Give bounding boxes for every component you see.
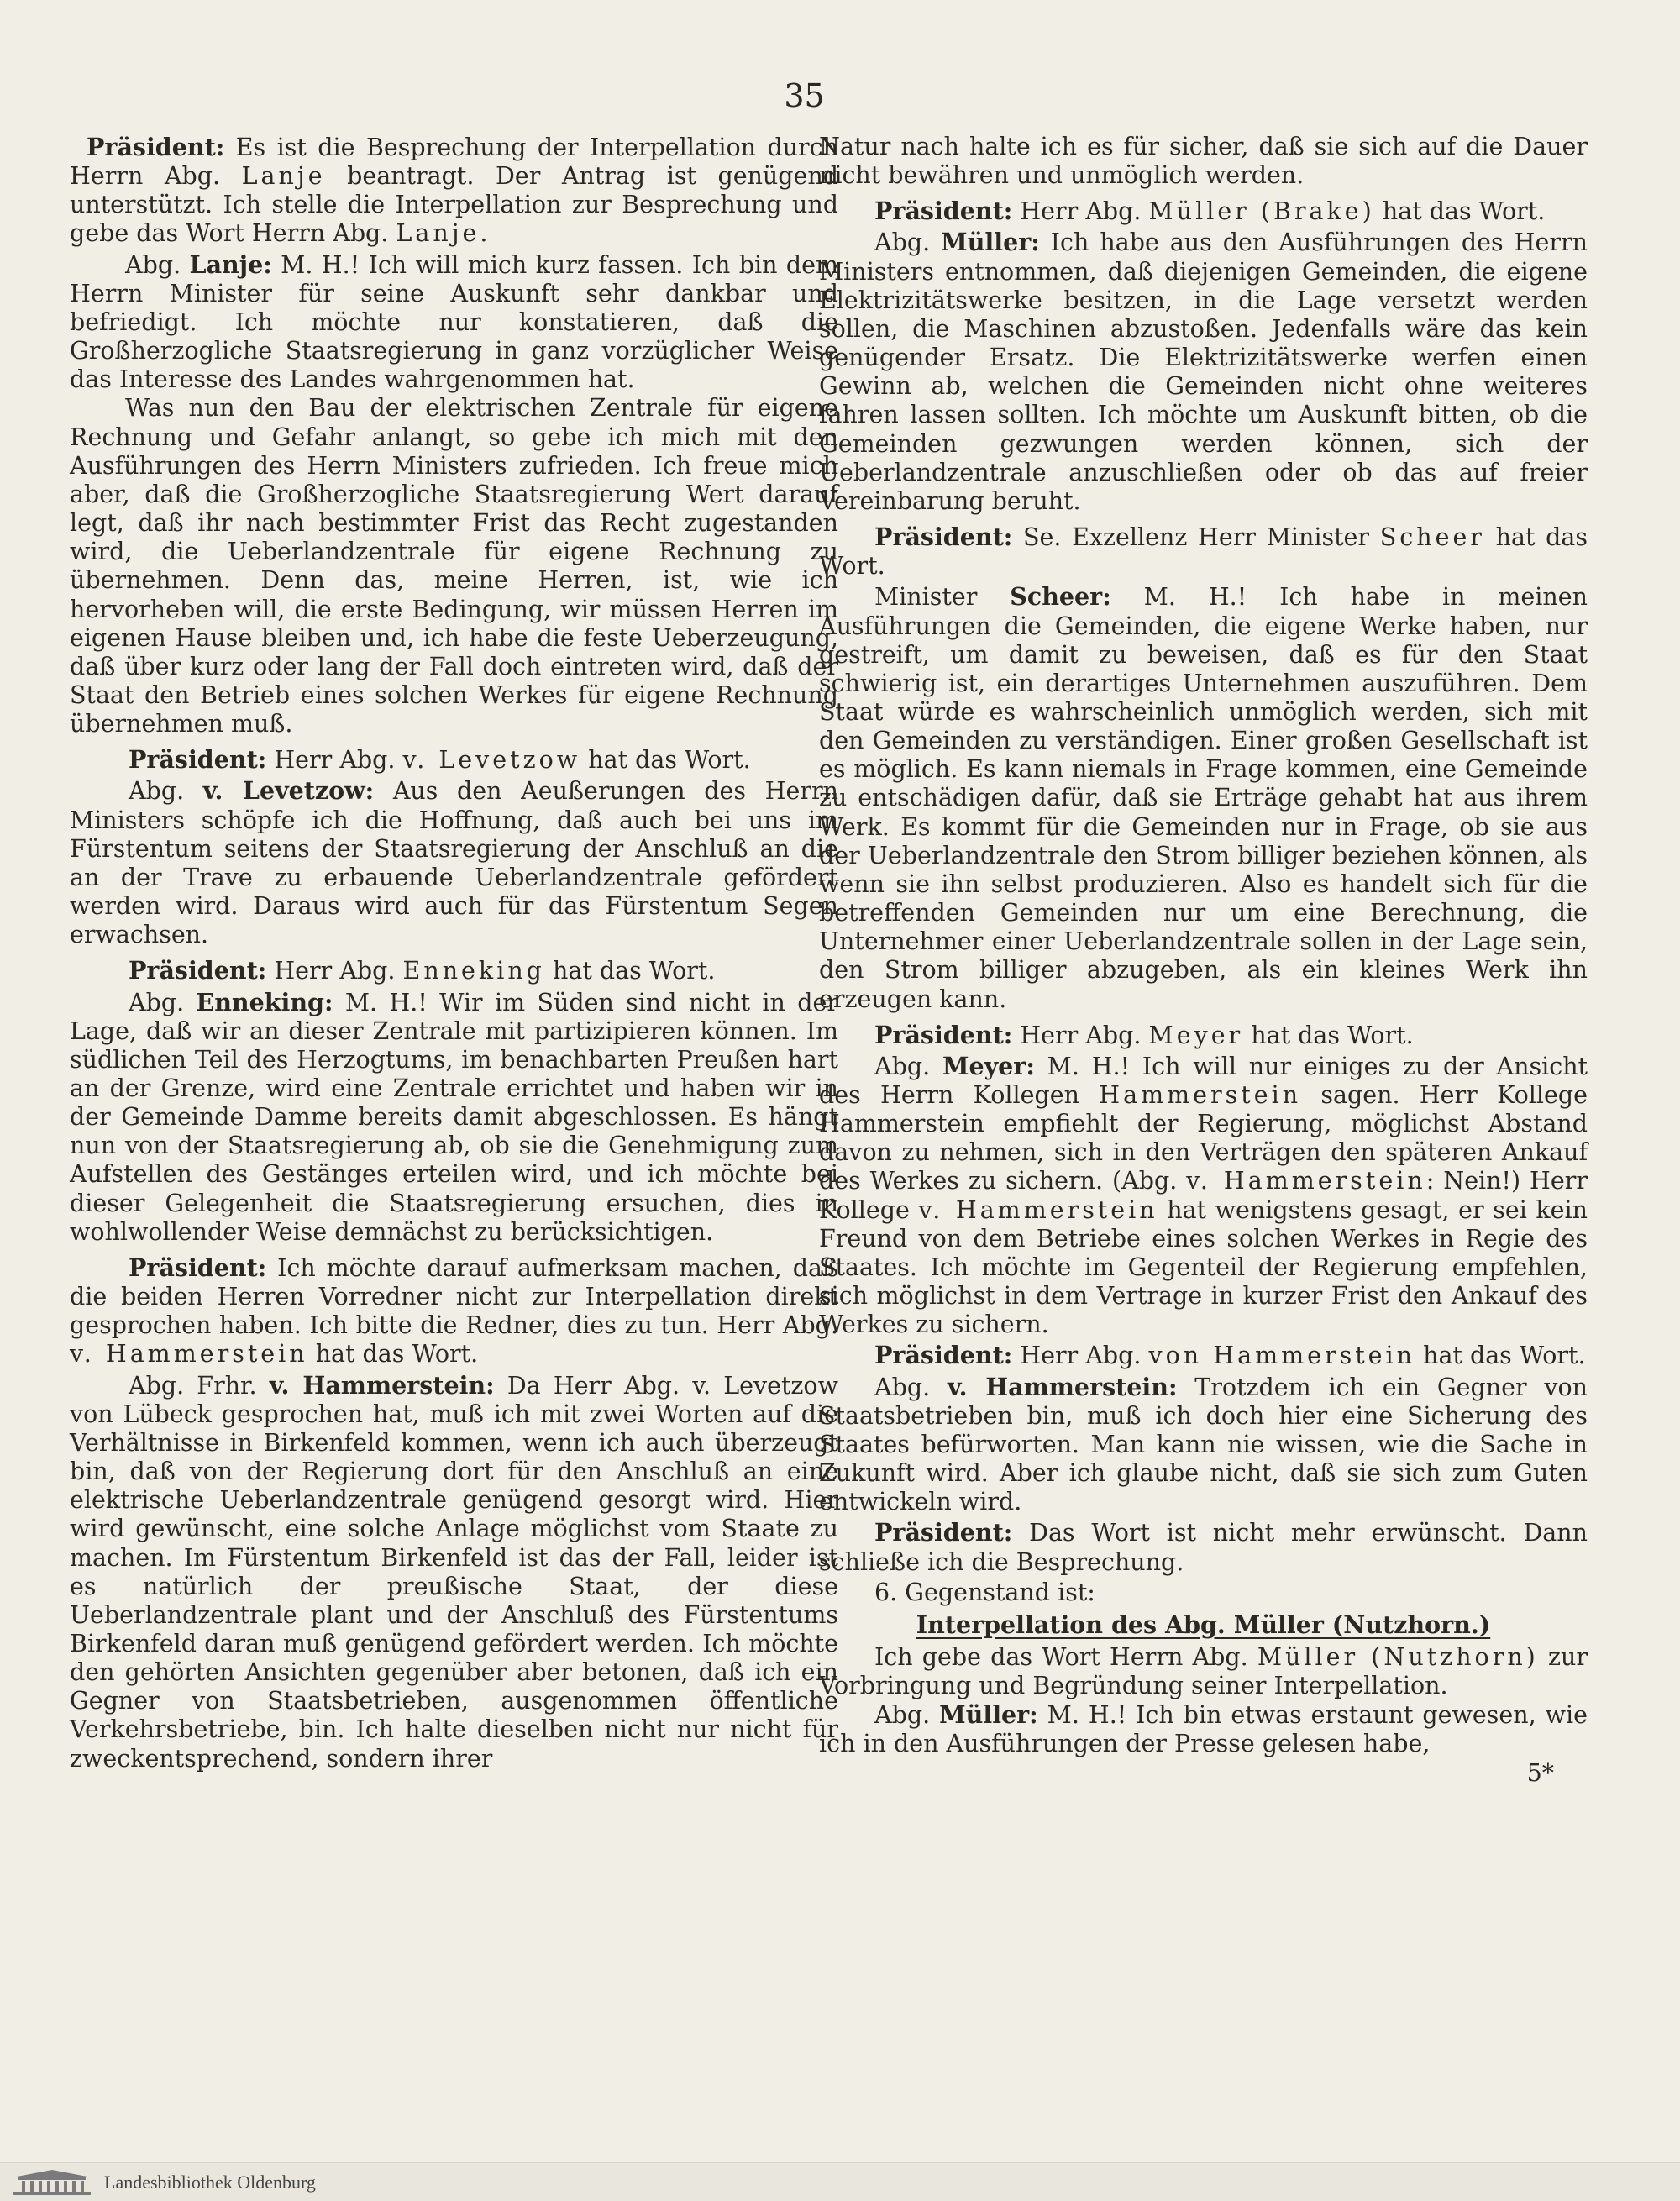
text-run: hat das Wort.: [1243, 1021, 1414, 1049]
text-run: Aus den Aeußerungen des Herrn Ministers schöpfe ich die Hoffnung, daß auch bei uns im Fürstentum seitens der Staatsregierung der Anschluß an die an der Trave zu erbauende Ueberlandzentrale gefördert werden wird. Daraus wird auch für das Fürstentum Segen erwachsen.: [70, 777, 838, 949]
speaker-praesident: Präsident:: [129, 956, 267, 985]
text-run: Abg.: [874, 1052, 942, 1080]
speaker-praesident: Präsident:: [874, 1020, 1013, 1049]
speaker-scheer: Scheer:: [1010, 582, 1111, 612]
text-run: Trotzdem ich ein Gegner von Staatsbetrieben bin, muß ich doch hier eine Sicherung des Staates befürworten. Man kann nie wissen, wie die Sache in Zukunft wird. Aber ich glaube nicht, daß sie sich zum Guten entwickeln wird.: [819, 1373, 1588, 1516]
text-run: Minister: [874, 583, 1011, 612]
text-run: Abg.: [125, 250, 190, 279]
speaker-praesident: Präsident:: [874, 523, 1013, 552]
text-run: M. H.! Ich habe in meinen Ausführungen die Gemeinden, die eigene Werke haben, nur gestreift, um damit zu beweisen, daß es für den Staat schwierig ist, ein derartiges Unternehmen auszuführen. Dem Staat würde es wahrscheinlich unmöglich werden, sich mit den Gemeinden zu verständigen. Einer großen Gesellschaft ist es möglich. Es kann niemals in Frage kommen, eine Gemeinde zu entschädigen dafür, daß sie Erträge gehabt hat aus ihrem Werk. Es kommt für die Gemeinden nur in Frage, ob sie aus der Ueberlandzentrale den Strom billiger beziehen können, als wenn sie ihn selbst produzieren. Also es handelt sich für die betreffenden Gemeinden nur um eine Berechnung, die Unternehmer einer Ueberlandzentrale sollen in der Lage sein, den Strom billiger abzugeben, als ein kleines Werk ihn erzeugen kann.: [819, 583, 1588, 1013]
name-scheer: Scheer: [1379, 523, 1485, 552]
speaker-hammerstein: v. Hammerstein:: [947, 1372, 1178, 1401]
speaker-mueller: Müller:: [941, 228, 1040, 257]
paragraph-left-5: [70, 776, 838, 949]
paragraph-right-5: [819, 582, 1588, 1013]
text-run: Da Herr Abg. v. Levetzow von Lübeck gesprochen hat, muß ich mit zwei Worten auf die Verhältnisse in Birkenfeld kommen, wenn ich auch überzeugt bin, daß von der Regierung dort für den Anschluß an eine elektrische Ueberlandzentrale genügend gesorgt wird. Hier wird gewünscht, eine solche Anlage möglichst vom Staate zu machen. Im Fürstentum Birkenfeld ist das der Fall, leider ist es natürlich der preußische Staat, der diese Ueberlandzentrale plant und der Anschluß des Fürstentums Birkenfeld daran muß genügend gefördert werden. Ich möchte den gehörten Ansichten gegenüber aber betonen, daß ich ein Gegner von Staatsbetrieben, ausgenommen öffentliche Verkehrsbetriebe, bin. Ich halte dieselben nicht nur nicht für zweckentsprechend, sondern ihrer: [70, 1371, 838, 1773]
text-run: Herr Abg.: [266, 746, 403, 775]
name-hammerstein: Hammerstein: [1099, 1081, 1302, 1109]
paragraph-right-7: [819, 1052, 1588, 1340]
name-lanje: Lanje: [396, 219, 480, 248]
speaker-hammerstein: v. Hammerstein:: [269, 1370, 495, 1400]
text-run: Abg. Frhr.: [129, 1371, 270, 1400]
text-run: M. H.! Ich will mich kurz fassen. Ich bin dem Herrn Minister für seine Auskunft sehr dankbar und befriedigt. Ich möchte nur konstatieren, daß die Großherzogliche Staatsregierung in ganz vorzüglicher Weise das Interesse des Landes wahrgenommen hat.: [70, 250, 838, 394]
speaker-enneking: Enneking:: [196, 987, 333, 1016]
paragraph-right-9: [819, 1373, 1588, 1517]
text-run: Abg.: [129, 988, 197, 1016]
text-run: Das Wort ist nicht mehr erwünscht. Dann schließe ich die Besprechung.: [819, 1519, 1588, 1576]
name-mueller-nutzhorn: Müller (Nutzhorn): [1257, 1642, 1539, 1671]
name-hammerstein: v. Hammerstein: [1186, 1167, 1426, 1195]
paragraph-left-4: [70, 745, 838, 775]
text-run: hat das Wort.: [544, 957, 716, 985]
text-run: M. H.! Ich will nur einiges zu der Ansicht des Herrn Kollegen: [819, 1052, 1588, 1109]
speaker-praesident: Präsident:: [129, 745, 267, 775]
interpellation-heading: [819, 1610, 1588, 1640]
text-run: M. H.! Ich bin etwas erstaunt gewesen, wie ich in den Ausführungen der Presse gelesen habe,: [819, 1701, 1588, 1758]
text-run: hat das Wort.: [1374, 197, 1546, 226]
speaker-praesident: Präsident:: [874, 1518, 1013, 1547]
text-run: zur Vorbringung und Begründung seiner Interpellation.: [819, 1642, 1588, 1700]
left-column: [70, 133, 838, 1773]
paragraph-right-13: [819, 1643, 1588, 1700]
text-run: hat das Wort.: [580, 746, 751, 775]
text-run: Herr Abg.: [266, 957, 403, 985]
name-enneking: Enneking: [402, 957, 545, 985]
agenda-item-label: [819, 1579, 1588, 1607]
name-meyer: Meyer: [1148, 1021, 1244, 1049]
name-lanje: Lanje: [241, 162, 326, 191]
text-run: Ich gebe das Wort Herrn Abg.: [874, 1642, 1257, 1671]
text-run: Natur nach halte ich es für sicher, daß sie sich auf die Dauer nicht bewähren und unmöglich werden.: [819, 133, 1588, 190]
library-name: Landesbibliothek Oldenburg: [104, 2172, 316, 2193]
paragraph-left-6: [70, 956, 838, 985]
name-hammerstein: v. Hammerstein: [70, 1340, 308, 1368]
text-run: hat das Wort.: [1415, 1342, 1586, 1370]
right-column: [819, 133, 1588, 1788]
paragraph-left-1: [70, 133, 838, 249]
paragraph-left-9: [70, 1371, 838, 1773]
name-von-hammerstein: von Hammerstein: [1148, 1342, 1416, 1370]
heading-text: Interpellation des Abg. Müller (Nutzhorn.): [916, 1610, 1491, 1639]
page-number: 35: [784, 77, 825, 114]
text-run: Abg.: [874, 1373, 948, 1401]
text-run: hat das Wort.: [307, 1340, 479, 1368]
paragraph-right-14: [819, 1700, 1588, 1758]
paragraph-right-1: [819, 133, 1588, 190]
text-run: Abg.: [874, 1701, 940, 1730]
text-run: hat das Wort.: [819, 523, 1588, 580]
paragraph-left-3: [70, 394, 838, 738]
text-run: Ich habe aus den Ausführungen des Herrn Ministers entnommen, daß diejenigen Gemeinden, die eigene Elektrizitätswerke besitzen, in die Lage versetzt werden sollen, die Maschinen abzustoßen. Jedenfalls wäre das kein genügender Ersatz. Die Elektrizitätswerke werfen einen Gewinn ab, welchen die Gemeinden nicht ohne weiteres fahren lassen sollten. Ich möchte um Auskunft bitten, ob die Gemeinden gezwungen werden können, sich der Ueberlandzentrale anzuschließen oder ob das auf freier Vereinbarung beruht.: [819, 229, 1588, 515]
text-run: Ich möchte darauf aufmerksam machen, daß die beiden Herren Vorredner nicht zur Interpellation direkt gesprochen haben. Ich bitte die Redner, dies zu tun. Herr Abg.: [70, 1253, 838, 1340]
paragraph-right-4: [819, 523, 1588, 580]
speaker-praesident: Präsident:: [874, 1341, 1013, 1370]
speaker-praesident: Präsident:: [874, 197, 1013, 226]
speaker-praesident: Präsident:: [129, 1253, 267, 1282]
paragraph-right-3: [819, 228, 1588, 516]
library-building-icon: [12, 2168, 92, 2197]
text-run: Was nun den Bau der elektrischen Zentrale für eigene Rechnung und Gefahr anlangt, so gebe ich mich mit den Ausführungen des Herrn Ministers zufrieden. Ich freue mich aber, daß die Großherzogliche Staatsregierung Wert darauf legt, daß ihr nach bestimmter Frist das Recht zugestanden wird, die Ueberlandzentrale für eigene Rechnung zu übernehmen. Denn das, meine Herren, ist, wie ich hervorheben will, die erste Bedingung, wir müssen Herren im eigenen Hause bleiben und, ich habe die feste Ueberzeugung, daß über kurz oder lang der Fall doch eintreten wird, daß der Staat den Betrieb eines solchen Werkes für eigene Rechnung übernehmen muß.: [70, 394, 838, 738]
text-run: 6. Gegenstand ist:: [874, 1578, 1095, 1606]
paragraph-right-6: [819, 1021, 1588, 1050]
speaker-levetzow: v. Levetzow:: [202, 776, 375, 806]
speaker-meyer: Meyer:: [942, 1051, 1035, 1080]
text-run: Abg.: [874, 229, 942, 257]
text-run: M. H.! Wir im Süden sind nicht in der Lage, daß wir an dieser Zentrale mit partizipieren können. Im südlichen Teil des Herzogtums, im benachbarten Preußen hart an der Grenze, wird eine Zentrale errichtet und haben wir in der Gemeinde Damme bereits damit abgeschlossen. Es hängt nun von der Staatsregierung ab, ob sie die Genehmigung zum Aufstellen des Gestänges erteilen wird, und ich möchte bei dieser Gelegenheit die Staatsregierung ersuchen, dies in wohlwollender Weise demnächst zu berücksichtigen.: [70, 988, 838, 1246]
text-run: Herr Abg.: [1012, 197, 1149, 226]
speaker-mueller: Müller:: [939, 1700, 1038, 1730]
paragraph-right-10: [819, 1518, 1588, 1576]
text-run: Herr Abg.: [1012, 1021, 1149, 1049]
speaker-praesident: Präsident:: [87, 133, 225, 161]
paragraph-left-8: [70, 1253, 838, 1369]
text-run: .: [480, 219, 488, 248]
text-run: : Nein!) Herr Kollege: [819, 1167, 1588, 1224]
text-run: Se. Exzellenz Herr Minister: [1012, 523, 1380, 552]
signature-mark: 5*: [1526, 1758, 1554, 1787]
name-hammerstein: v. Hammerstein: [918, 1195, 1158, 1224]
paragraph-left-2: [70, 250, 838, 395]
text-run: beantragt. Der Antrag ist genügend unterstützt. Ich stelle die Interpellation zur Besprechung und gebe das Wort Herrn Abg.: [70, 162, 839, 248]
text-run: Es ist die Besprechung der Interpellation durch Herrn Abg.: [70, 134, 838, 191]
paragraph-right-2: [819, 197, 1588, 226]
paragraph-right-8: [819, 1341, 1588, 1370]
paragraph-left-7: [70, 988, 838, 1247]
text-run: sagen. Herr Kollege Hammerstein empfiehlt der Regierung, möglichst Abstand davon zu nehmen, sich in den Verträgen den späteren Ankauf des Werkes zu sichern. (Abg.: [819, 1081, 1588, 1195]
name-mueller-brake: Müller (Brake): [1148, 197, 1375, 226]
speaker-lanje: Lanje:: [189, 250, 272, 279]
text-run: Abg.: [129, 777, 203, 806]
text-run: hat wenigstens gesagt, er sei kein Freund von dem Betriebe eines solchen Werkes in Regie des Staates. Ich möchte im Gegenteil der Regierung empfehlen, sich möglichst in dem Vertrage in kurzer Frist den Ankauf des Werkes zu sichern.: [819, 1195, 1588, 1339]
footer-bar: [0, 2162, 1680, 2201]
text-run: Herr Abg.: [1012, 1342, 1149, 1370]
name-levetzow: v. Levetzow: [402, 746, 581, 775]
